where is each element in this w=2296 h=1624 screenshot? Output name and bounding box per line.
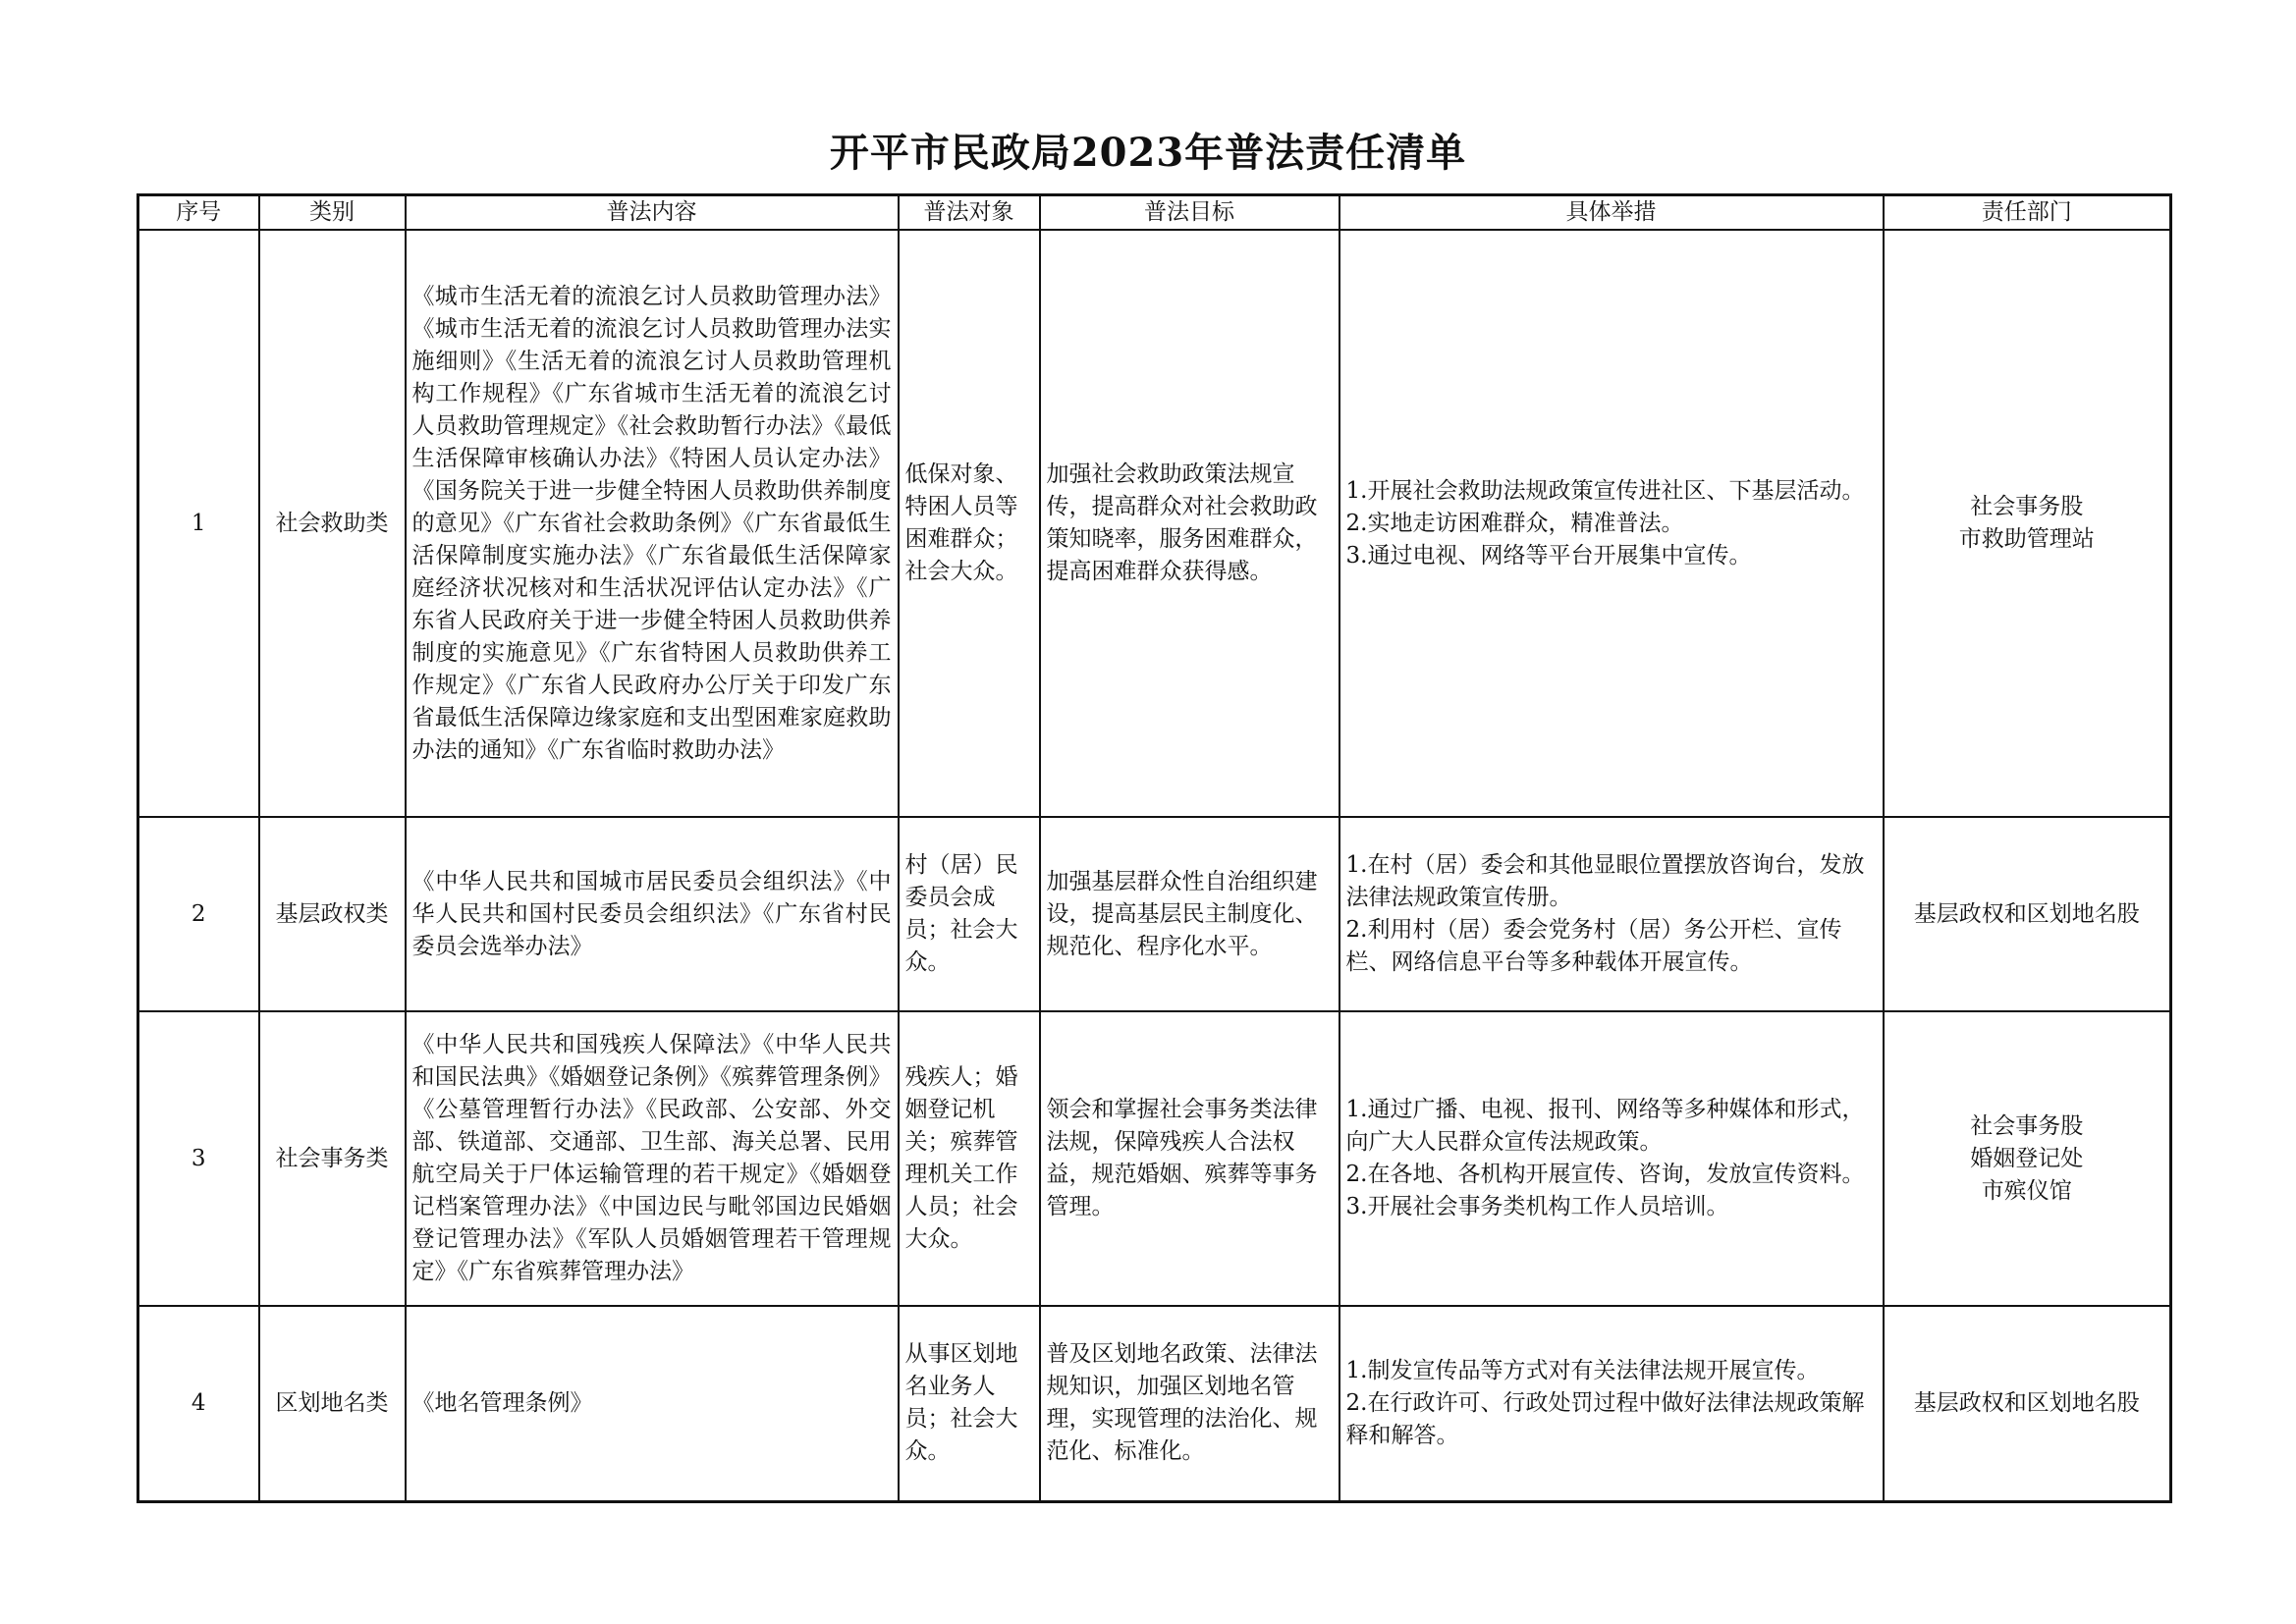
table-row — [138, 817, 2171, 1011]
row-no: 2 — [138, 817, 259, 1011]
row-category: 社会事务类 — [259, 1011, 406, 1306]
header-dept: 责任部门 — [1884, 195, 2171, 231]
row-no: 4 — [138, 1306, 259, 1501]
header-target: 普法对象 — [899, 195, 1040, 231]
header-category: 类别 — [259, 195, 406, 231]
row-content: 《中华人民共和国城市居民委员会组织法》《中华人民共和国村民委员会组织法》《广东省村民委员会选举办法》 — [406, 817, 899, 1011]
row-content: 《中华人民共和国残疾人保障法》《中华人民共和国民法典》《婚姻登记条例》《殡葬管理条例》《公墓管理暂行办法》《民政部、公安部、外交部、铁道部、交通部、卫生部、海关总署、民用航空局关于尸体运输管理的若干规定》《婚姻登记档案管理办法》《中国边民与毗邻国边民婚姻登记管理办法》《军队人员婚姻管理若干管理规定》《广东省殡葬管理办法》 — [406, 1011, 899, 1306]
row-content: 《地名管理条例》 — [406, 1306, 899, 1501]
row-goal: 加强社会救助政策法规宣传，提高群众对社会救助政策知晓率，服务困难群众，提高困难群众获得感。 — [1040, 230, 1339, 817]
header-row — [138, 195, 2171, 231]
table-row — [138, 1306, 2171, 1501]
row-dept: 社会事务股 婚姻登记处 市殡仪馆 — [1884, 1011, 2171, 1306]
row-no: 1 — [138, 230, 259, 817]
header-content: 普法内容 — [406, 195, 899, 231]
row-goal: 领会和掌握社会事务类法律法规，保障残疾人合法权益，规范婚姻、殡葬等事务管理。 — [1040, 1011, 1339, 1306]
row-measures: 1.在村（居）委会和其他显眼位置摆放咨询台，发放法律法规政策宣传册。 2.利用村（居）委会党务村（居）务公开栏、宣传栏、网络信息平台等多种载体开展宣传。 — [1339, 817, 1884, 1011]
row-dept: 基层政权和区划地名股 — [1884, 817, 2171, 1011]
page-title: 开平市民政局2023年普法责任清单 — [829, 130, 1467, 176]
row-category: 区划地名类 — [259, 1306, 406, 1501]
row-target: 从事区划地名业务人员；社会大众。 — [899, 1306, 1040, 1501]
row-no: 3 — [138, 1011, 259, 1306]
row-goal: 普及区划地名政策、法律法规知识，加强区划地名管理，实现管理的法治化、规范化、标准化。 — [1040, 1306, 1339, 1501]
table-row — [138, 1011, 2171, 1306]
responsibility-table — [137, 193, 2172, 1503]
row-content: 《城市生活无着的流浪乞讨人员救助管理办法》《城市生活无着的流浪乞讨人员救助管理办法实施细则》《生活无着的流浪乞讨人员救助管理机构工作规程》《广东省城市生活无着的流浪乞讨人员救助管理规定》《社会救助暂行办法》《最低生活保障审核确认办法》《特困人员认定办法》《国务院关于进一步健全特困人员救助供养制度的意见》《广东省社会救助条例》《广东省最低生活保障制度实施办法》《广东省最低生活保障家庭经济状况核对和生活状况评估认定办法》《广东省人民政府关于进一步健全特困人员救助供养制度的实施意见》《广东省特困人员救助供养工作规定》《广东省人民政府办公厅关于印发广东省最低生活保障边缘家庭和支出型困难家庭救助办法的通知》《广东省临时救助办法》 — [406, 230, 899, 817]
table-row — [138, 230, 2171, 817]
row-target: 低保对象、特困人员等困难群众；社会大众。 — [899, 230, 1040, 817]
row-target: 残疾人；婚姻登记机关；殡葬管理机关工作人员；社会大众。 — [899, 1011, 1040, 1306]
row-category: 社会救助类 — [259, 230, 406, 817]
row-measures: 1.制发宣传品等方式对有关法律法规开展宣传。 2.在行政许可、行政处罚过程中做好法律法规政策解释和解答。 — [1339, 1306, 1884, 1501]
row-dept: 基层政权和区划地名股 — [1884, 1306, 2171, 1501]
row-measures: 1.开展社会救助法规政策宣传进社区、下基层活动。 2.实地走访困难群众，精准普法。 3.通过电视、网络等平台开展集中宣传。 — [1339, 230, 1884, 817]
header-measures: 具体举措 — [1339, 195, 1884, 231]
row-target: 村（居）民委员会成员；社会大众。 — [899, 817, 1040, 1011]
row-dept: 社会事务股 市救助管理站 — [1884, 230, 2171, 817]
row-category: 基层政权类 — [259, 817, 406, 1011]
header-goal: 普法目标 — [1040, 195, 1339, 231]
row-measures: 1.通过广播、电视、报刊、网络等多种媒体和形式，向广大人民群众宣传法规政策。 2.在各地、各机构开展宣传、咨询，发放宣传资料。 3.开展社会事务类机构工作人员培训。 — [1339, 1011, 1884, 1306]
row-goal: 加强基层群众性自治组织建设，提高基层民主制度化、规范化、程序化水平。 — [1040, 817, 1339, 1011]
header-no: 序号 — [138, 195, 259, 231]
